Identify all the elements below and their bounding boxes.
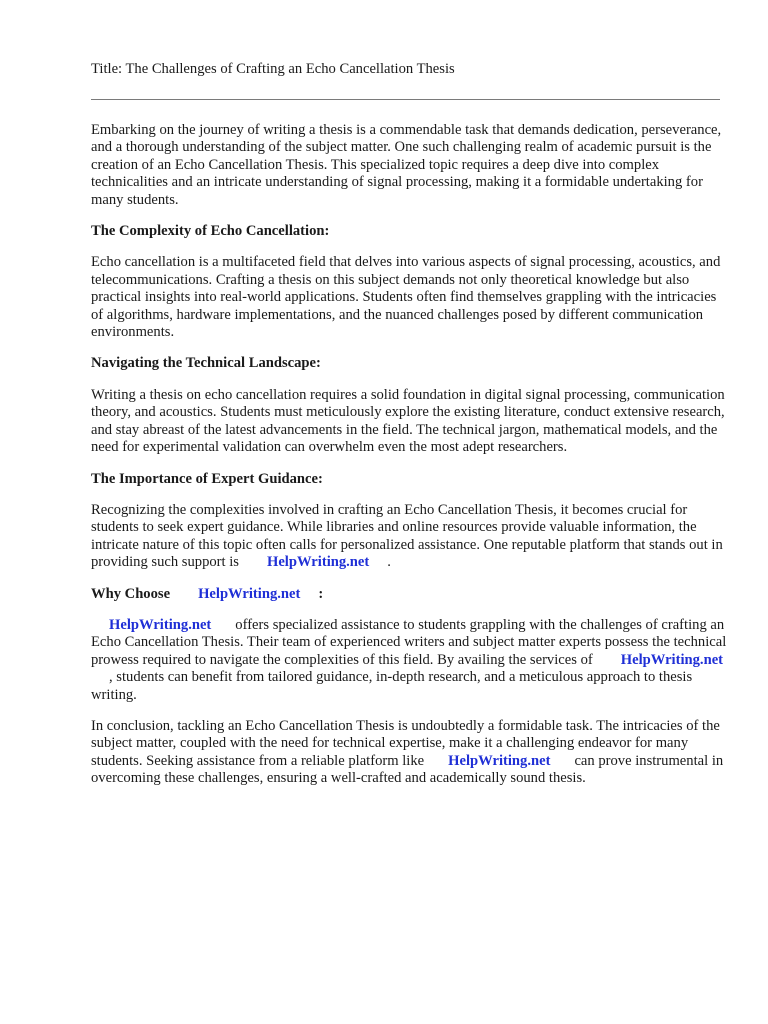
section-body-expert-guidance: [91, 502, 731, 572]
helpwriting-link[interactable]: HelpWriting.net: [266, 554, 370, 571]
section-body-why-choose: [91, 617, 731, 704]
section-body-complexity: Echo cancellation is a multifaceted field that delves into various aspects of signal processing, acoustics, and telecommunications. Crafting a thesis on this subject demands not only theoretical knowledge but also practical insights into real-world applications. Students often find themselves grappling with the intricacies of algorithms, hardware implementations, and the nuanced challenges posed by different communication environments.: [91, 254, 721, 341]
why-choose-colon: :: [318, 585, 324, 602]
document-title: Title: The Challenges of Crafting an Echo Cancellation Thesis: [91, 61, 455, 77]
section-heading-complexity: The Complexity of Echo Cancellation:: [91, 223, 330, 240]
conclusion-end: can prove instrumental in overcoming these challenges, ensuring a well-crafted and academically sound thesis.: [91, 752, 724, 787]
title-divider: [91, 99, 720, 100]
helpwriting-link[interactable]: HelpWriting.net: [448, 752, 551, 769]
helpwriting-link[interactable]: HelpWriting.net: [109, 616, 212, 633]
expert-guidance-period: .: [387, 554, 391, 571]
intro-paragraph: Embarking on the journey of writing a thesis is a commendable task that demands dedication, perseverance, and a thorough understanding of the subject matter. One such challenging realm of academic pursuit is the creation of an Echo Cancellation Thesis. This specialized topic requires a deep dive into complex technicalities and an intricate understanding of signal processing, making it a formidable undertaking for many students.: [91, 122, 722, 208]
helpwriting-link[interactable]: HelpWriting.net: [198, 585, 301, 602]
document-body: [91, 122, 731, 802]
helpwriting-link[interactable]: HelpWriting.net: [620, 651, 724, 668]
section-heading-why-choose: [91, 586, 731, 603]
conclusion-text: In conclusion, tackling an Echo Cancellation Thesis is undoubtedly a formidable task. The intricacies of the subject matter, coupled with the need for technical expertise, make it a challenging endeavor for many students. Seeking assistance from a reliable platform like: [91, 717, 720, 769]
section-body-technical-landscape: Writing a thesis on echo cancellation requires a solid foundation in digital signal processing, communication theory, and acoustics. Students must meticulously explore the existing literature, conduct extensive research, and stay abreast of the latest advancements in the field. The technical jargon, mathematical models, and the need for experimental validation can overwhelm even the most adept researchers.: [91, 386, 725, 456]
why-choose-body-text: offers specialized assistance to students grappling with the challenges of crafting an Echo Cancellation Thesis. Their team of experienced writers and subject matter experts possess the technical prowess required to navigate the complexities of this field. By availing the services of: [91, 616, 727, 668]
why-choose-text: Why Choose: [91, 585, 171, 602]
expert-guidance-text: Recognizing the complexities involved in crafting an Echo Cancellation Thesis, it becomes crucial for students to seek expert guidance. While libraries and online resources provide valuable information, the intricate nature of this topic often calls for personalized assistance. One reputable platform that stands out in providing such support is: [91, 501, 723, 571]
conclusion-paragraph: [91, 718, 731, 788]
section-heading-technical-landscape: Navigating the Technical Landscape:: [91, 355, 321, 372]
why-choose-body-end: , students can benefit from tailored guidance, in-depth research, and a meticulous approach to thesis writing.: [91, 669, 693, 703]
section-heading-expert-guidance: The Importance of Expert Guidance:: [91, 470, 323, 487]
